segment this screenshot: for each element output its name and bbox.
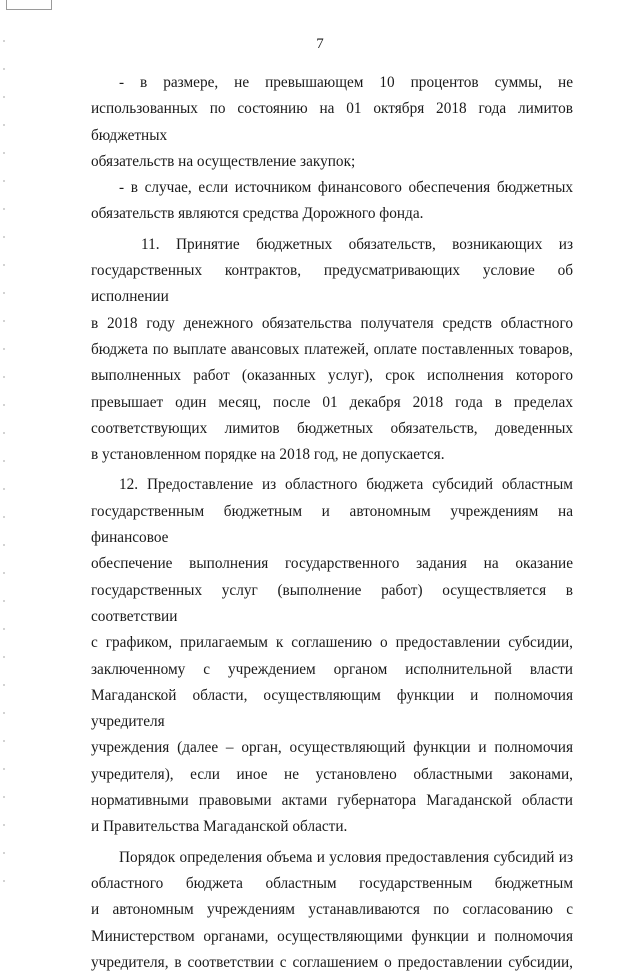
text-line: 12. Предоставление из областного бюджета субсидий областным (119, 476, 573, 494)
text-line: - в случае, если источником финансового обеспечения бюджетных (119, 179, 573, 197)
text-line: нормативными правовыми актами губернатора Магаданской области (91, 792, 573, 810)
scan-edge-dots (3, 40, 5, 900)
text-line: выполненных работ (оказанных услуг), срок исполнения которого (91, 367, 573, 385)
text-line: государственных услуг (выполнение работ) осуществляется в соответствии (91, 581, 573, 625)
text-line: обязательств на осуществление закупок; (91, 152, 356, 170)
page-number: 7 (316, 36, 324, 52)
paragraph-p5 (91, 845, 573, 976)
paragraph-p3 (91, 232, 573, 469)
paragraph-p4 (91, 472, 573, 840)
text-line: обязательств являются средства Дорожного фонда. (91, 205, 424, 223)
text-line: заключенному с учреждением органом исполнительной власти (91, 660, 573, 678)
text-line: государственным бюджетным и автономным учреждениям на финансовое (91, 502, 573, 547)
text-line: Министерством органами, осуществляющими функции и полномочия (91, 927, 573, 945)
text-line: учредителя, в соответствии с соглашением о предоставлении субсидии, (91, 953, 573, 971)
text-line: учредителя), если иное не установлено областными законами, (91, 765, 573, 783)
text-line: государственных контрактов, предусматривающих условие об исполнении (91, 262, 573, 306)
text-line: областного бюджета областным государственным бюджетным (91, 874, 573, 892)
text-line: обеспечение выполнения государственного задания на оказание (91, 555, 573, 573)
scan-corner-mark (6, 0, 52, 10)
text-line: - в размере, не превышающем 10 процентов суммы, не (119, 74, 573, 91)
text-line: Порядок определения объема и условия предоставления субсидий из (119, 848, 573, 866)
text-line: и Правительства Магаданской области. (91, 818, 348, 836)
text-line: 11. Принятие бюджетных обязательств, возникающих из (141, 235, 573, 253)
text-line: соответствующих лимитов бюджетных обязательств, доведенных (91, 419, 573, 437)
text-line: и автономным учреждениям устанавливаются по согласованию с (91, 901, 573, 919)
paragraph-p2 (91, 175, 573, 228)
text-line: использованных по состоянию на 01 октября 2018 года лимитов бюджетных (91, 100, 573, 144)
text-line: превышает один месяц, после 01 декабря 2018 года в пределах (91, 393, 573, 411)
document-body (91, 70, 573, 976)
text-line: в 2018 году денежного обязательства получателя средств областного (91, 314, 573, 332)
text-line: Магаданской области, осуществляющим функции и полномочия учредителя (91, 686, 573, 731)
text-line: бюджета по выплате авансовых платежей, оплате поставленных товаров, (91, 340, 573, 358)
text-line: учреждения (далее – орган, осуществляющий функции и полномочия (91, 739, 573, 757)
paragraph-p1 (91, 70, 573, 175)
text-line: с графиком, прилагаемым к соглашению о предоставлении субсидии, (91, 634, 573, 652)
text-line: в установленном порядке на 2018 год, не допускается. (91, 446, 445, 464)
